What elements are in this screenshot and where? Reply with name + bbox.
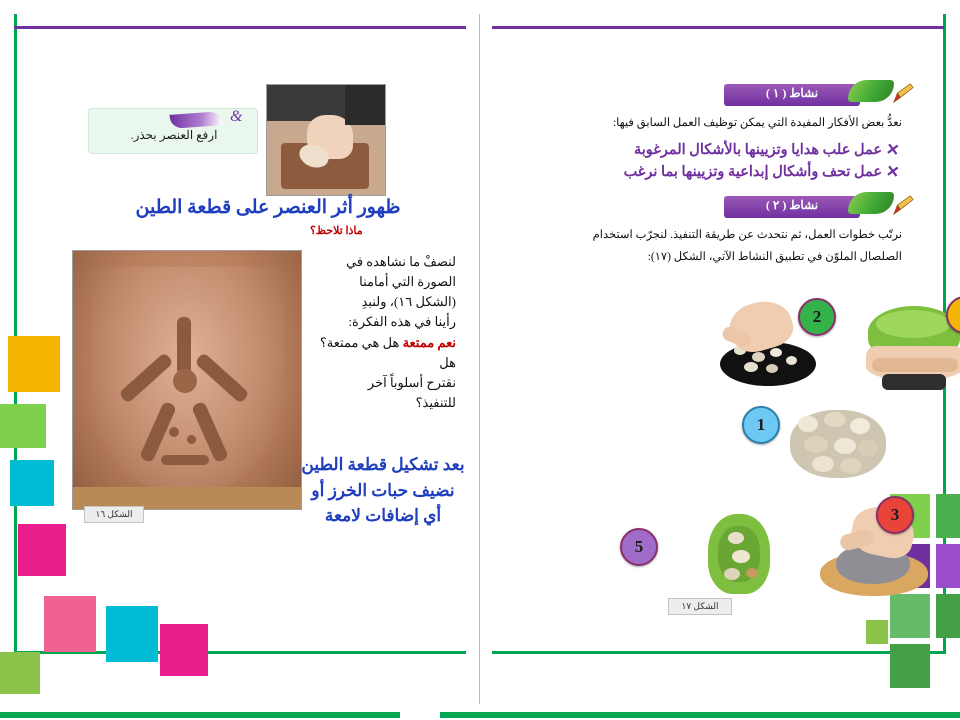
blue-note-line-1: بعد تشكيل قطعة الطين: [301, 455, 465, 474]
deco-square-teal: [10, 460, 54, 506]
step-photo-1: [782, 398, 894, 490]
activity-2-label: نشاط ( ٢ ): [765, 198, 819, 212]
right-page-bottom-border: [492, 651, 944, 654]
photo-clay-imprint: [72, 250, 302, 510]
deco-square-purple-r2: [936, 544, 960, 588]
body-highlight: نعم ممتعة: [402, 334, 456, 350]
ampersand-icon: &: [230, 108, 243, 125]
left-page-border-left: [14, 14, 17, 654]
page-heading: ظهور أثر العنصر على قطعة الطين: [135, 197, 401, 218]
leaf-icon-1: [848, 80, 894, 102]
observe-label: ماذا تلاحظ؟: [310, 225, 363, 237]
bottom-strip: [0, 706, 960, 720]
left-page-top-rule: [14, 26, 466, 29]
activity-2-intro-line-2: الصلصال الملوّن في تطبيق النشاط الآتي، الشكل (١٧):: [647, 251, 902, 263]
bullet-x-icon-1: ✕: [884, 141, 901, 160]
step-photo-4: [860, 296, 960, 392]
deco-square-pink: [44, 596, 96, 652]
photo-hand-pressing-clay: [266, 84, 386, 196]
page-gutter: [479, 14, 480, 704]
deco-square-green: [0, 404, 46, 448]
right-page-top-rule: [492, 26, 944, 29]
body-line-2: الصورة التي أمامنا: [359, 274, 456, 290]
body-line-3: (الشكل ١٦)، ولنبدِ: [361, 294, 456, 310]
step-badge-5: 5: [620, 528, 658, 566]
deco-square-magenta: [18, 524, 66, 576]
activity-1-item-1: عمل علب هدايا وتزيينها بالأشكال المرغوبة: [633, 142, 882, 158]
step-photo-3: [814, 506, 934, 602]
bullet-x-icon-2: ✕: [884, 163, 901, 182]
figure-caption-17: الشكل ١٧: [668, 598, 732, 615]
bottom-green-right: [440, 712, 960, 718]
deco-square-lightgreen: [0, 652, 40, 694]
deco-square-cyan-2: [106, 606, 158, 662]
pencil-icon-1: [892, 82, 914, 104]
step-badge-2: 2: [798, 298, 836, 336]
activity-1-label: نشاط ( ١ ): [765, 86, 819, 100]
step-badge-1: 1: [742, 406, 780, 444]
deco-square-magenta-2: [160, 624, 208, 676]
step-badge-3: 3: [876, 496, 914, 534]
body-paragraph: [306, 252, 456, 413]
callout-text: ارفع العنصر بحذر.: [130, 128, 218, 142]
right-page: [480, 0, 960, 720]
body-line-7: للتنفيذ؟: [415, 394, 456, 410]
body-line-5: [306, 333, 456, 373]
deco-square-green-r2: [936, 494, 960, 538]
blue-note-line-3: أي إضافات لامعة: [324, 506, 442, 525]
body-line-5-rest: هل هي ممتعة؟ هل: [319, 334, 456, 370]
blue-note-line-2: نضيف حبات الخرز أو: [311, 480, 455, 500]
deco-square-green-r6: [866, 620, 888, 644]
body-line-1: لنصفْ ما نشاهده في: [345, 254, 456, 269]
step-photo-5: [694, 508, 790, 600]
deco-square-yellow: [8, 336, 60, 392]
figure-caption-16: الشكل ١٦: [84, 506, 144, 523]
activity-1-intro: نعدُّ بعض الأفكار المفيدة التي يمكن توظيف العمل السابق فيها:: [612, 117, 902, 129]
pencil-icon-2: [892, 194, 914, 216]
blue-note: [300, 452, 466, 529]
body-line-4: رأينا في هذه الفكرة:: [348, 314, 456, 330]
deco-square-green-r5: [890, 644, 930, 688]
leaf-icon-2: [848, 192, 894, 214]
bottom-green-left: [0, 712, 400, 718]
activity-2-intro-line-1: نرتّب خطوات العمل، ثم نتحدث عن طريقة التنفيذ. لنجرّب استخدام: [592, 229, 902, 241]
activity-1-item-2: عمل تحف وأشكال إبداعية وتزيينها بما نرغب: [623, 164, 882, 180]
body-line-6: نقترح أسلوباً آخر: [367, 374, 456, 390]
deco-square-green-r4: [936, 594, 960, 638]
